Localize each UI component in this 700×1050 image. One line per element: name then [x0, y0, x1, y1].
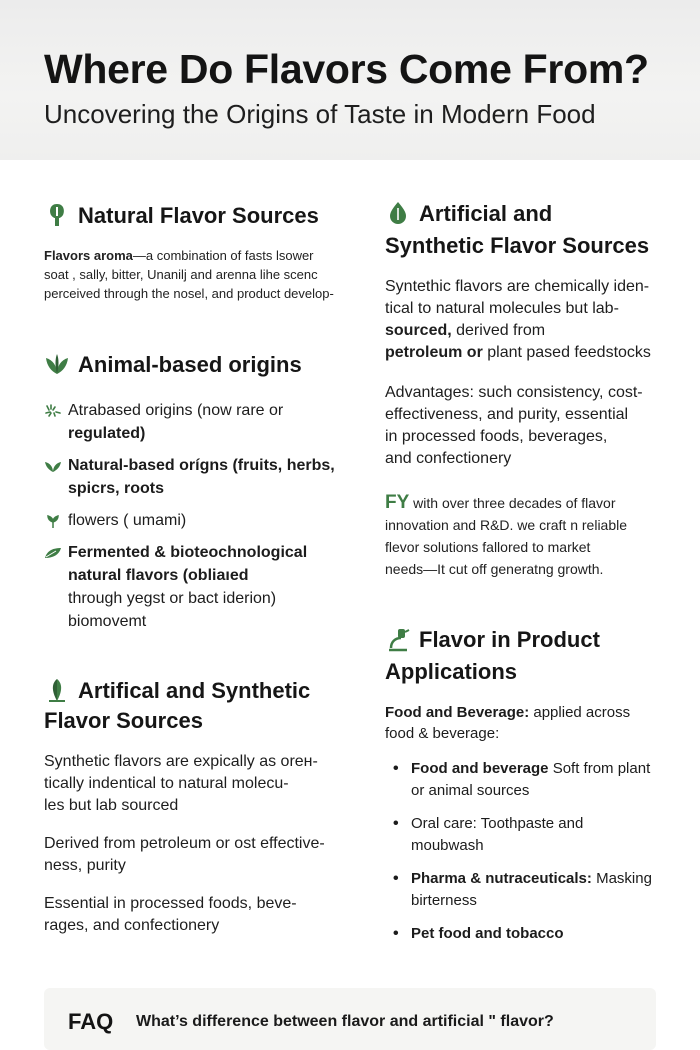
animal-item-4-l3: through yegst or bact iderion): [68, 590, 277, 607]
applications-list: [385, 758, 685, 945]
natural-text: [44, 246, 354, 303]
animal-item-4-l4: biomovemt: [68, 613, 147, 630]
artificial-right-title-l2: Synthetic Flavor Sources: [385, 233, 650, 258]
artificial-left-title-l2: Flavor Sources: [44, 708, 203, 733]
fy-l1: with over three decades of flavor: [409, 495, 616, 511]
fy-label: FY: [385, 492, 410, 513]
natural-section: [44, 200, 354, 303]
natural-text-l3: perceived through the nosel, and product develop-: [44, 286, 334, 301]
animal-section: [44, 349, 354, 633]
sprout-icon: [44, 349, 70, 379]
leaf-drop-icon: [385, 198, 411, 228]
herb-icon: [44, 454, 62, 477]
faq-question[interactable]: What’s difference between flavor and artificial " flavor?: [136, 1013, 554, 1030]
list-item: [44, 541, 354, 633]
artificial-right-section: [385, 198, 685, 470]
animal-item-2-l2: spicrs, roots: [68, 480, 165, 497]
list-item: • Pet food and tobacco: [393, 925, 564, 942]
list-item: • Pharma & nutraceuticals: Masking birterness: [393, 870, 652, 909]
applications-section: [385, 624, 685, 945]
sprout-icon: [44, 675, 70, 705]
page-header: [0, 0, 700, 160]
list-item: [44, 509, 354, 532]
applications-title-l1: Flavor in Product: [419, 627, 600, 652]
natural-text-l1: —a combination of fasts lsower: [132, 248, 314, 263]
right-column: [385, 180, 685, 956]
artificial-right-p2: Advantages: such consistency, cost- effectiveness, and purity, essential in processed foods, beverages, and confectionery: [385, 384, 643, 467]
artificial-left-title-l1: Artifical and Synthetic: [78, 678, 311, 703]
fy-l3: flevor solutions fallored to market: [385, 539, 591, 555]
faq-label: FAQ: [68, 1009, 114, 1034]
artificial-right-title-l1: Artificial and: [419, 201, 553, 226]
list-item: • Oral care: Toothpaste and moubwash: [393, 815, 584, 854]
applications-intro: Food and Beverage: applied across food & beverage:: [385, 704, 631, 742]
natural-text-bold: Flavors aroma: [44, 248, 133, 263]
animal-item-3-l1: flowers ( umami): [68, 512, 187, 529]
natural-text-l2: soat , sally, bitter, Unanilj and arenna lihe scenc: [44, 267, 318, 282]
animal-list: [44, 399, 354, 633]
list-item: • Food and beverage Soft from plant or animal sources: [393, 760, 651, 799]
faq-bar[interactable]: [44, 988, 656, 1050]
sparkle-icon: [44, 399, 62, 422]
page-title: Where Do Flavors Come From?: [44, 46, 649, 92]
list-item: [44, 454, 354, 500]
fy-l2: innovation and R&D. we craft n reliable: [385, 517, 628, 533]
animal-item-4-l1: Fermented & bioteochnological: [68, 544, 308, 561]
natural-title: Natural Flavor Sources: [78, 203, 319, 228]
artificial-right-p1: Syntethic flavors are chemically iden- tical to natural molecules but lab- sourced, derived from petroleum or plant pased feedstocks: [385, 278, 651, 361]
animal-title: Animal-based origins: [78, 352, 302, 377]
fy-l4: needs—It cut off generatng growth.: [385, 561, 604, 577]
fy-block: [385, 492, 685, 580]
list-item: [44, 399, 354, 445]
leaf-icon: [44, 541, 62, 564]
animal-item-2-l1: Natural-based orígns (fruits, herbs,: [68, 457, 335, 474]
applications-title-l2: Applications: [385, 659, 518, 684]
animal-item-4-l2: natural flavors (obliaıed: [68, 567, 249, 584]
artificial-left-p1: Synthetic flavors are expically as orен- tically indentical to natural molecu- les but lab sourced: [44, 753, 318, 814]
left-column: [44, 180, 354, 937]
page-subtitle: Uncovering the Origins of Taste in Modern Food: [44, 99, 596, 129]
animal-item-1-l1: Atrabased origins (now rare or: [68, 402, 284, 419]
artificial-left-p3: Essential in processed foods, beve- rages, and confectionery: [44, 895, 297, 934]
artificial-left-section: [44, 675, 354, 937]
animal-item-1-l2: regulated): [68, 425, 146, 442]
artificial-left-p2: Derived from petroleum or ost effective- ness, purity: [44, 835, 325, 874]
leaf-pin-icon: [44, 200, 70, 230]
flower-icon: [44, 509, 62, 532]
lab-icon: [385, 624, 411, 654]
